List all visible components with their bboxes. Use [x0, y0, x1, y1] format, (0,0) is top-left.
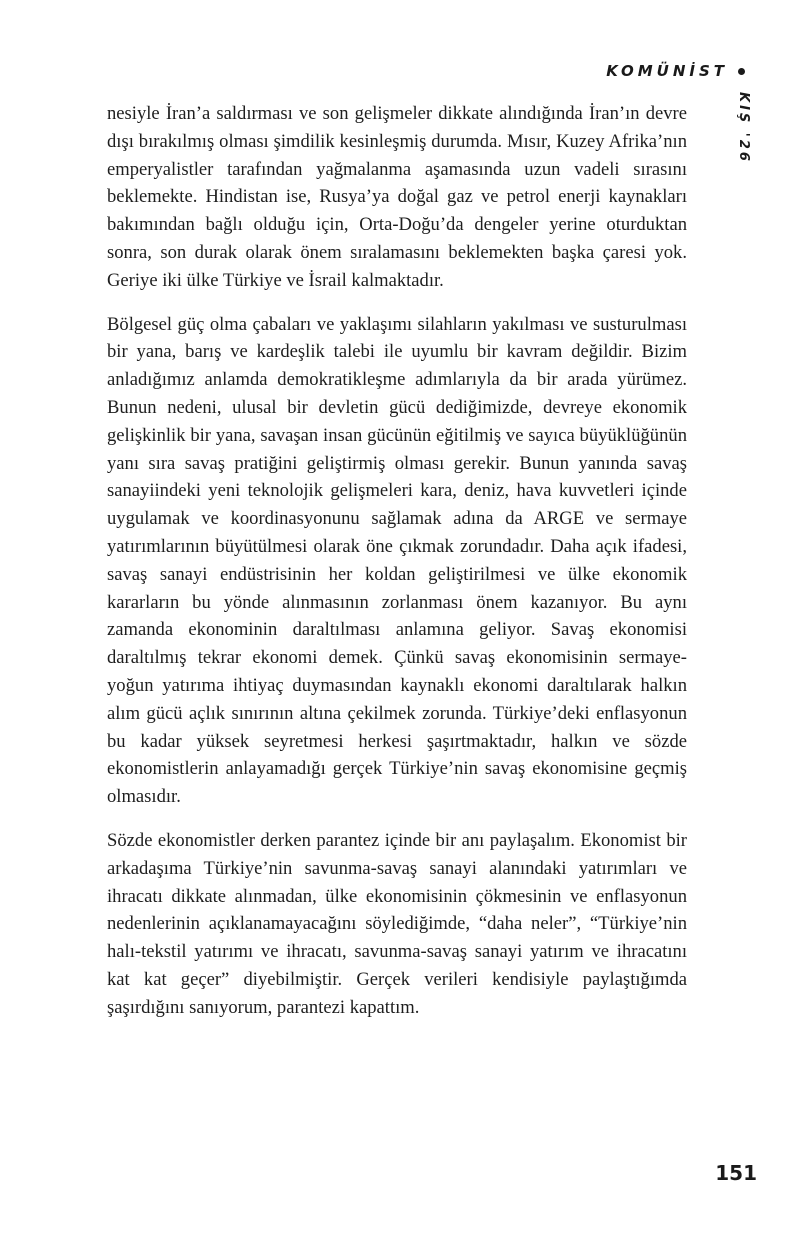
page-number: 151	[715, 1161, 757, 1185]
paragraph-2: Bölgesel güç olma çabaları ve yaklaşımı silahların yakılması ve susturulması bir yana, barış ve kardeşlik talebi ile uyumlu bir kavram değildir. Bizim anladığımız anlamda demokratikleşme adımlarıyla da bir arada yürümez. Bunun nedeni, ulusal bir devletin gücü dediğimizde, devreye ekonomik gelişkinlik bir yana, savaşan insan gücünün eğitilmiş ve sayıca büyüklüğünün yanı sıra savaş pratiğini geliştirmiş olması gerekir. Bunun yanında savaş sanayiindeki yeni teknolojik gelişmeleri kara, deniz, hava kuvvetleri içinde uygulamak ve koordinasyonunu sağlamak adına da ARGE ve sermaye yatırımlarının büyütülmesi olarak öne çıkmak zorundadır. Daha açık ifadesi, savaş sanayi endüstrisinin her koldan geliştirilmesi ve ülke ekonomik kararların bu yönde alınmasının zorlanması önem kazanıyor. Bu aynı zamanda ekonominin daraltılması anlamına geliyor. Savaş ekonomisi daraltılmış tekrar ekonomi demek. Çünkü savaş ekonomisinin sermaye-yoğun yatırıma ihtiyaç duymasından kaynaklı ekonomi daraltılarak halkın alım gücü açlık sınırının altına çekilmek zorunda. Türkiye’deki enflasyonun bu kadar yüksek seyretmesi herkesi şaşırtmaktadır, halkın ve sözde ekonomistlerin anlayamadığı gerçek Türkiye’nin savaş ekonomisine geçmiş olmasıdır.	[107, 313, 687, 808]
paragraph-3: Sözde ekonomistler derken parantez içinde bir anı paylaşalım. Ekonomist bir arkadaşıma Türkiye’nin savunma-savaş sanayi alanındaki yatırımları ve ihracatı dikkate alınmadan, ülke ekonomisinin çökmesinin ve enflasyonun nedenlerinin açıklanamayacağını söylediğimde, “daha neler”, “Türkiye’nin halı-tekstil yatırımı ve ihracatı, savunma-savaş sanayi yatırım ve ihracatını kat kat geçer” diyebilmiştir. Gerçek verileri kendisiyle paylaştığımda şaşırdığını sanıyorum, parantezi kapattım.	[107, 829, 687, 1018]
paragraph-1: nesiyle İran’a saldırması ve son gelişmeler dikkate alındığında İran’ın devre dışı bırakılmış olması şimdilik kesinleşmiş durumda. Mısır, Kuzey Afrika’nın emperyalistler tarafından yağmalanma aşamasında uzun vadeli sırasını beklemekte. Hindistan ise, Rusya’ya doğal gaz ve petrol enerji kaynakları bakımından bağlı olduğu için, Orta-Doğu’da dengeler yerine oturduktan sonra, son durak olarak önem sıralamasını beklemekten başka çaresi yok. Geriye iki ülke Türkiye ve İsrail kalmaktadır.	[107, 103, 687, 291]
body-text	[107, 100, 687, 1038]
header-bullet-icon	[738, 68, 745, 75]
running-header	[606, 62, 745, 80]
issue-label: KIŞ '26	[736, 92, 751, 164]
journal-name: KOMÜNİST	[606, 62, 728, 80]
